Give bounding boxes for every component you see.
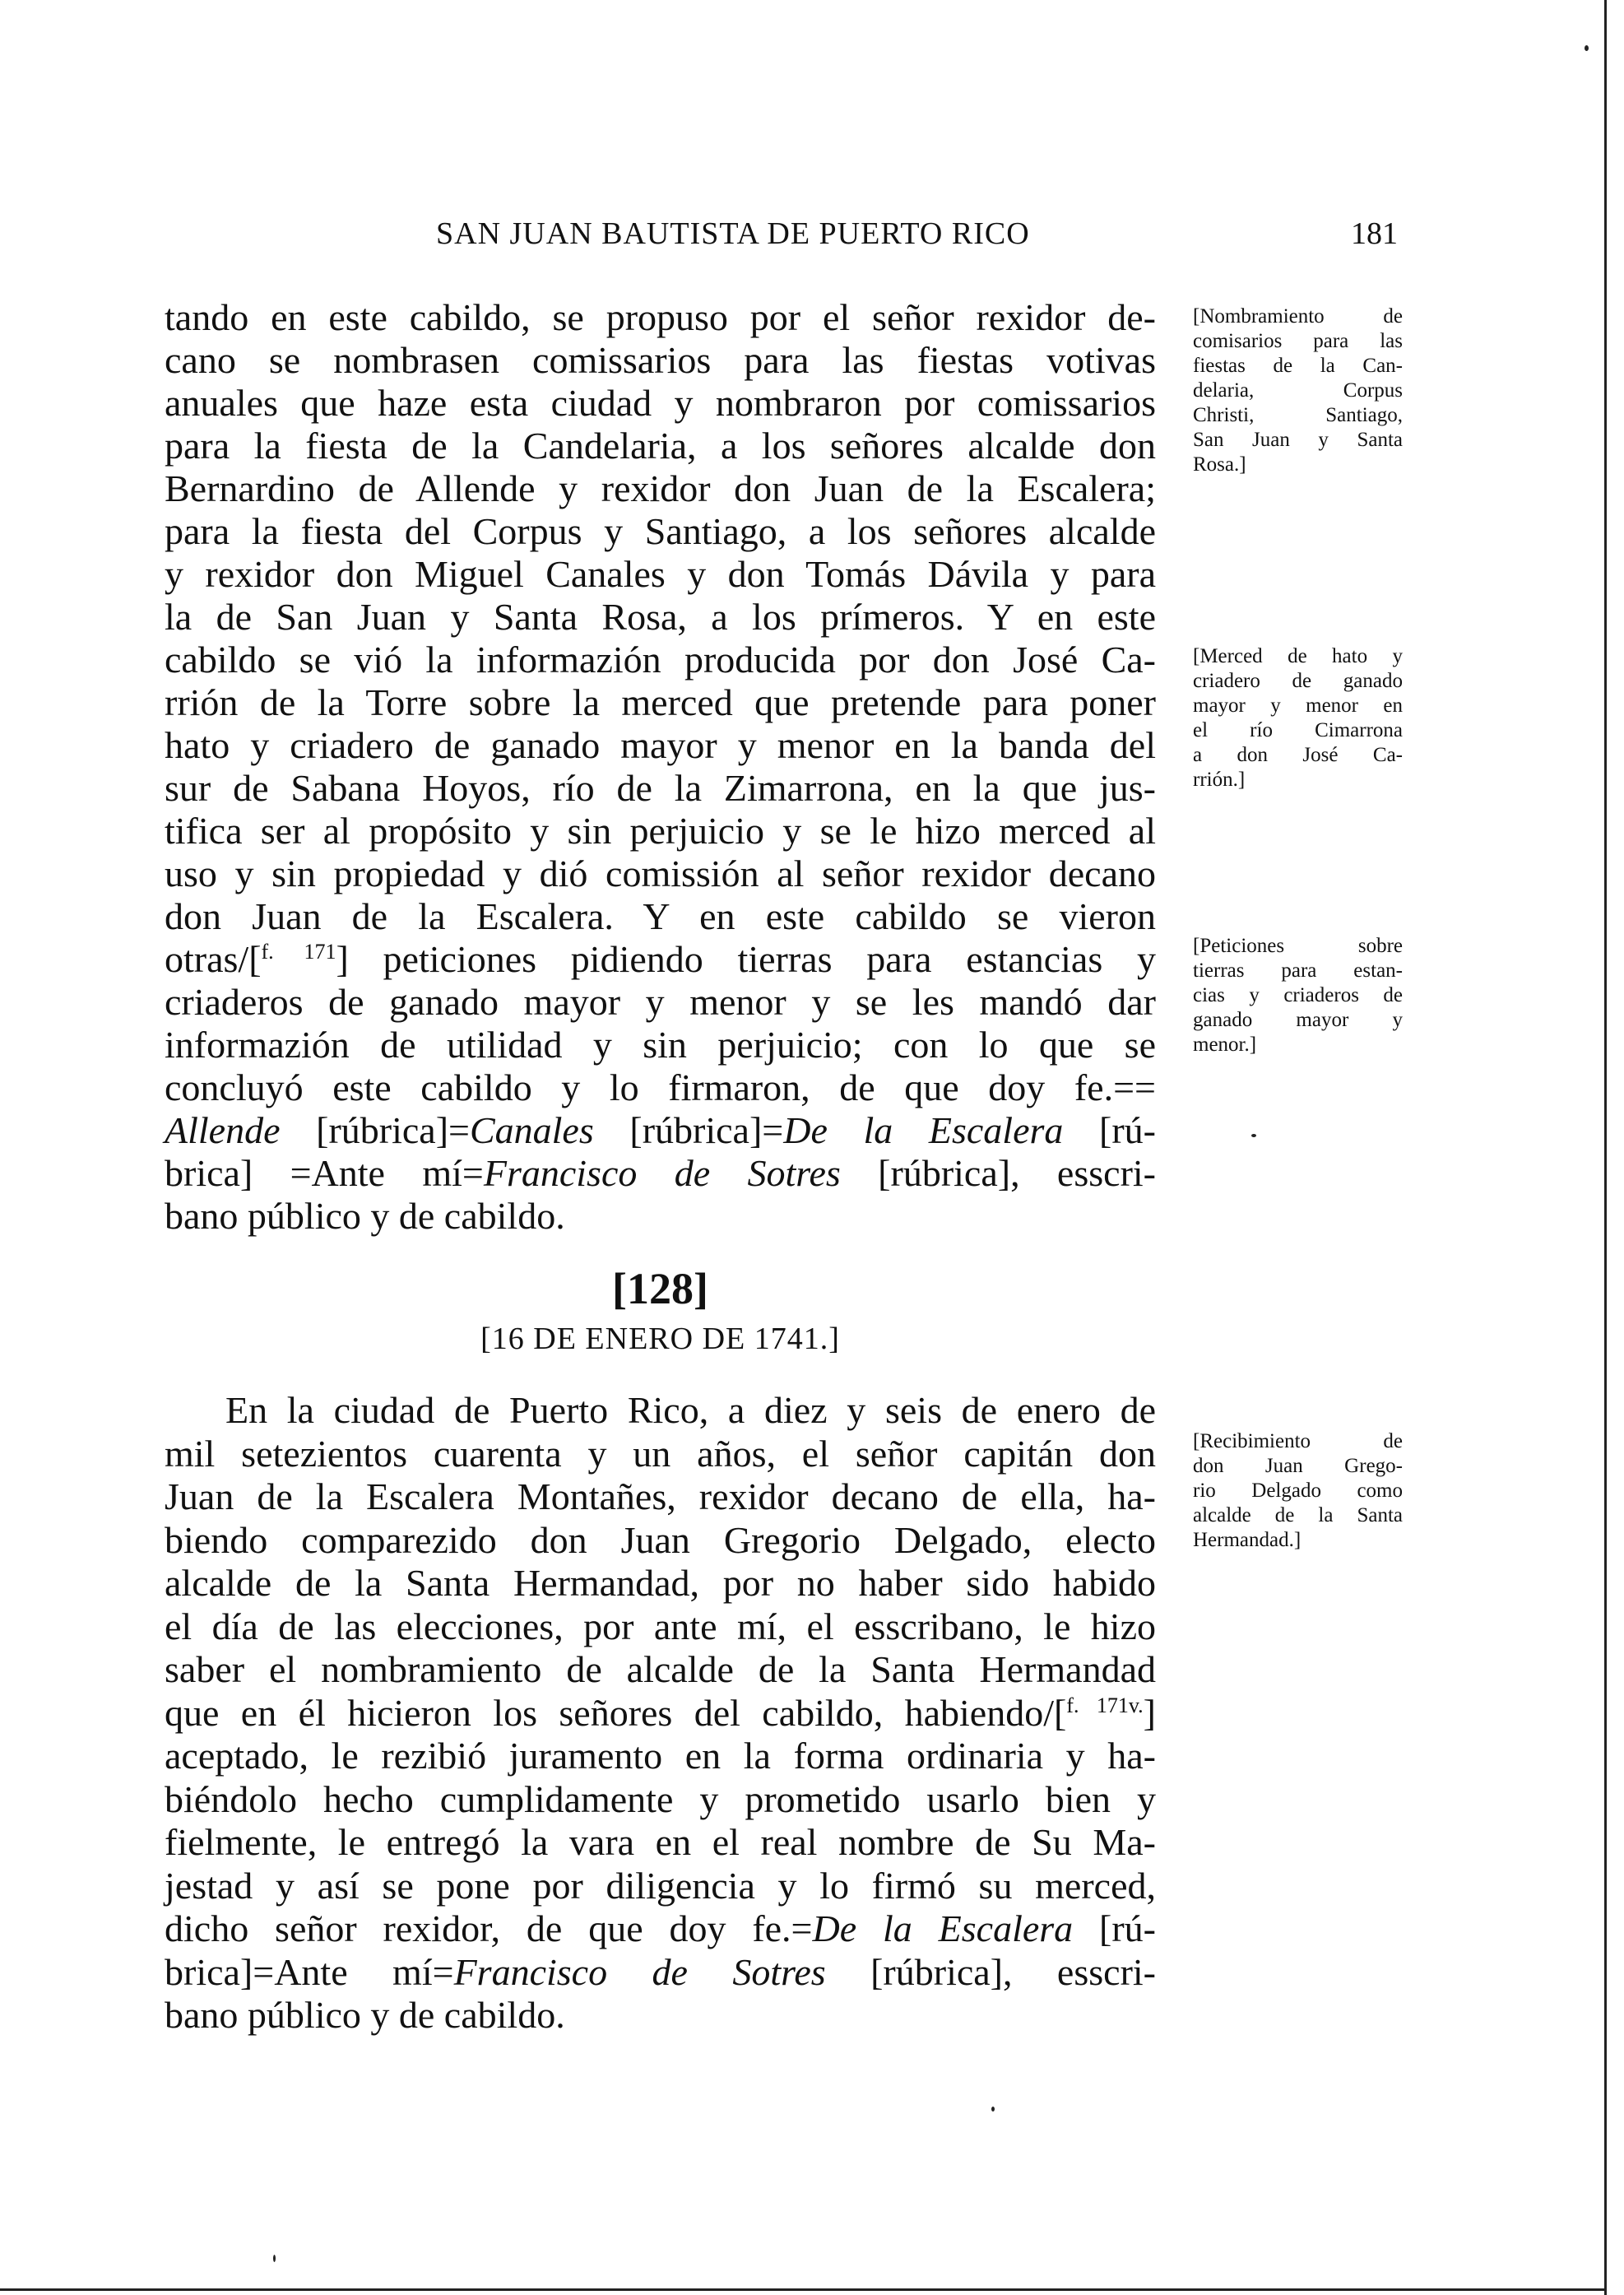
text-line: alcalde de la Santa Hermandad, por no haber sido habido [165,1562,1156,1604]
text-line-folio [165,938,1156,981]
text-line: informazión de utilidad y sin perjuicio; con lo que se [165,1024,1156,1066]
text-segment: que en él hicieron los señores del cabildo, habiendo/[ [165,1691,1067,1734]
text-line: anuales que haze esta ciudad y nombraron por comissarios [165,382,1156,424]
text-line: criaderos de ganado mayor y menor y se les mandó dar [165,981,1156,1023]
text-line: En la ciudad de Puerto Rico, a diez y seis de enero de [225,1389,1156,1431]
text-line: sur de Sabana Hoyos, río de la Zimarrona, en la que jus- [165,767,1156,809]
text-line: cabildo se vió la informazión producida por don José Ca- [165,639,1156,681]
note-line: mayor y menor en [1193,695,1403,717]
note-line: fiestas de la Can- [1193,355,1403,377]
page-number: 181 [1351,216,1398,251]
note-line: criadero de ganado [1193,670,1403,692]
main-text [165,296,1156,1238]
folio-marker: f. 171v. [1066,1693,1144,1717]
text-line: biéndolo hecho cumplidamente y prometido usarlo bien y [165,1777,1156,1820]
note-line: San Juan y Santa [1193,429,1403,451]
text-line: para la fiesta de la Candelaria, a los señores alcalde don [165,425,1156,467]
note-line: cias y criaderos de [1193,984,1403,1006]
text-segment: brica] =Ante mí= [165,1152,484,1194]
text-segment: [rúbrica]= [280,1109,470,1151]
margin-note-comisarios [1193,304,1403,477]
note-line: [Peticiones sobre [1193,935,1403,957]
signature-line [165,1951,1156,1995]
folio-marker: f. 171 [261,940,336,964]
paragraph-127-continuation [165,296,1156,1238]
note-line: don Juan Grego- [1193,1455,1403,1477]
text-line: concluyó este cabildo y lo firmaron, de que doy fe.== [165,1066,1156,1108]
text-line: cano se nombrasen comissarios para las fiestas votivas [165,339,1156,381]
text-line: bano público y de cabildo. [165,1195,565,1237]
text-line: Bernardino de Allende y rexidor don Juan de la Escalera; [165,467,1156,509]
text-line: para la fiesta del Corpus y Santiago, a los señores alcalde [165,510,1156,552]
signature-sotres: Francisco de Sotres [483,1152,841,1194]
document-number: [128] [612,1264,708,1313]
note-line: rrión.] [1193,769,1246,791]
note-line: [Merced de hato y [1193,645,1403,667]
note-line: a don José Ca- [1193,744,1403,766]
page-edge-bottom [0,2288,1607,2291]
note-line: [Recibimiento de [1193,1430,1403,1452]
margin-note-recibimiento [1193,1429,1403,1553]
margin-note-merced [1193,644,1403,792]
text-line: Juan de la Escalera Montañes, rexidor decano de ella, ha- [165,1475,1156,1517]
page-edge-right [1604,0,1607,2295]
note-line: Rosa.] [1193,453,1246,476]
note-line: comisarios para las [1193,330,1403,352]
paragraph-body [165,1389,1156,2037]
scan-speck [273,2255,276,2262]
text-segment: brica]=Ante mí= [165,1950,454,1993]
note-line: ganado mayor y [1193,1009,1403,1031]
text-line: hato y criadero de ganado mayor y menor en la banda del [165,724,1156,766]
note-line: Christi, Santiago, [1193,404,1403,426]
text-line: y rexidor don Miguel Canales y don Tomás Dávila y para [165,553,1156,595]
margin-note-peticiones [1193,934,1403,1057]
text-line: mil setezientos cuarenta y un años, el señor capitán don [165,1432,1156,1475]
scan-speck [991,2107,995,2111]
note-line: tierras para estan- [1193,959,1403,982]
note-line: Hermandad.] [1193,1529,1302,1551]
text-line: fielmente, le entregó la vara en el real nombre de Su Ma- [165,1821,1156,1863]
text-line: bano público y de cabildo. [165,1994,565,2036]
signature-sotres: Francisco de Sotres [453,1950,826,1993]
signature-escalera: De la Escalera [783,1109,1064,1151]
paragraph-128 [165,1389,1156,2037]
signature-escalera: De la Escalera [812,1907,1074,1949]
note-line: [Nombramiento de [1193,305,1403,328]
scan-speck [1585,45,1589,51]
text-line: rrión de la Torre sobre la merced que pretende para poner [165,681,1156,723]
text-line: el día de las elecciones, por ante mí, el esscribano, le hizo [165,1605,1156,1647]
text-line: biendo comparezido don Juan Gregorio Delgado, electo [165,1518,1156,1561]
text-line: la de San Juan y Santa Rosa, a los prímeros. Y en este [165,596,1156,638]
signature-canales: Canales [469,1109,594,1151]
text-line: saber el nombramiento de alcalde de la Santa Hermandad [165,1648,1156,1690]
note-line: el río Cimarrona [1193,719,1403,741]
note-line: rio Delgado como [1193,1480,1403,1502]
text-segment: ] peticiones pidiendo tierras para estancias y [336,938,1156,980]
signature-line [165,1152,1156,1195]
text-line-folio [165,1692,1156,1735]
note-line: menor.] [1193,1034,1257,1056]
scan-speck [1251,1134,1256,1137]
note-line: delaria, Corpus [1193,379,1403,402]
note-line: alcalde de la Santa [1193,1504,1403,1526]
text-segment: [rú- [1073,1907,1156,1949]
text-segment: [rúbrica], esscri- [840,1152,1156,1194]
text-segment: ] [1143,1691,1156,1734]
text-line: tifica ser al propósito y sin perjuicio y se le hizo merced al [165,810,1156,852]
running-title: SAN JUAN BAUTISTA DE PUERTO RICO [436,216,1030,251]
signature-allende: Allende [165,1109,281,1151]
text-line: don Juan de la Escalera. Y en este cabildo se vieron [165,895,1156,937]
signature-line [165,1907,1156,1951]
document-date: [16 DE ENERO DE 1741.] [480,1322,840,1356]
text-segment: otras/[ [165,938,262,980]
text-line: uso y sin propiedad y dió comissión al señor rexidor decano [165,852,1156,894]
text-line: aceptado, le rezibió juramento en la forma ordinaria y ha- [165,1735,1156,1777]
text-line: tando en este cabildo, se propuso por el señor rexidor de- [165,296,1156,338]
text-segment: [rúbrica]= [593,1109,784,1151]
signature-line [165,1109,1156,1152]
text-segment: dicho señor rexidor, de que doy fe.= [165,1907,813,1949]
text-line: jestad y así se pone por diligencia y lo firmó su merced, [165,1864,1156,1907]
text-segment: [rúbrica], esscri- [825,1950,1156,1993]
text-segment: [rú- [1063,1109,1156,1151]
